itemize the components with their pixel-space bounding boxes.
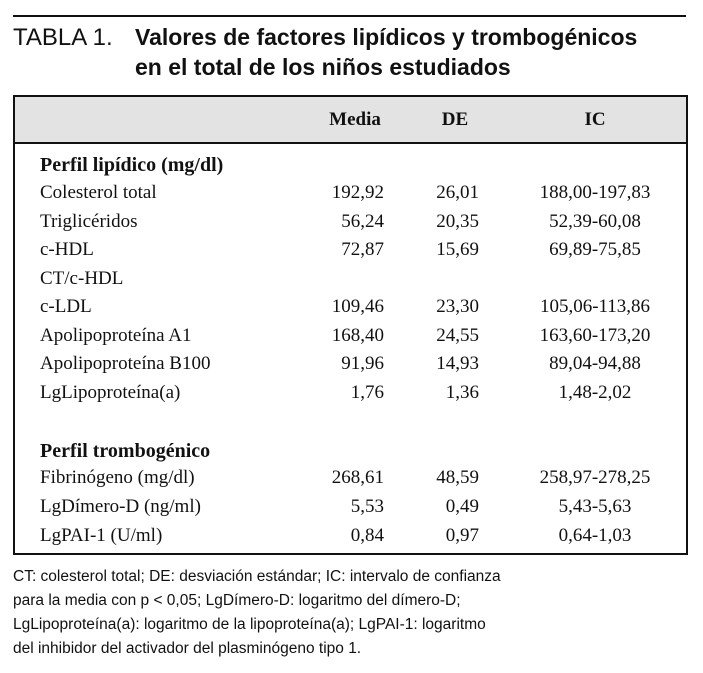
row-de: 14,93 [436, 353, 479, 374]
row-media: 56,24 [341, 210, 384, 232]
row-ic: 89,04-94,88 [549, 353, 641, 374]
row-ic: 105,06-113,86 [539, 296, 651, 317]
section-title-lipid: Perfil lipídico (mg/dl) [40, 154, 224, 176]
table-row [15, 466, 686, 494]
row-media: 72,87 [341, 239, 384, 260]
table-footnote [13, 565, 686, 661]
row-media: 91,96 [341, 353, 384, 374]
row-ic: 52,39-60,08 [549, 210, 641, 232]
row-label: Apolipoproteína B100 [40, 353, 211, 374]
header-de: DE [441, 109, 469, 130]
row-de: 48,59 [436, 467, 479, 488]
header-ic: IC [584, 109, 606, 130]
table-row [15, 295, 686, 323]
row-de: 20,35 [436, 210, 479, 232]
row-de: 23,30 [436, 296, 479, 317]
row-label: Triglicéridos [40, 210, 138, 232]
row-media: 0,84 [350, 525, 384, 546]
table-row [15, 181, 686, 209]
row-ic: 258,97-278,25 [539, 467, 651, 488]
top-rule [13, 15, 686, 17]
row-de: 24,55 [436, 324, 479, 346]
row-label: LgDímero-D (ng/ml) [40, 496, 201, 517]
row-label: LgLipoproteína(a) [40, 381, 181, 403]
table-row [15, 210, 686, 238]
row-de: 0,97 [445, 525, 479, 546]
caption-text-1: Valores de factores lipídicos y trombogénicos [135, 24, 638, 50]
row-media: 109,46 [331, 296, 384, 317]
row-ic: 1,48-2,02 [558, 381, 632, 403]
table-row [15, 238, 686, 266]
row-de: 1,36 [445, 381, 479, 403]
row-de: 26,01 [436, 182, 479, 203]
row-de: 15,69 [436, 239, 479, 260]
row-label: c-LDL [40, 296, 92, 317]
row-label: LgPAI-1 (U/ml) [40, 525, 163, 546]
row-ic: 0,64-1,03 [558, 525, 632, 546]
row-label: c-HDL [40, 239, 94, 260]
table-header-row [15, 97, 686, 144]
row-label: Apolipoproteína A1 [40, 324, 192, 346]
table-row [15, 381, 686, 409]
table-caption [13, 22, 686, 82]
table-row [15, 324, 686, 352]
row-media: 5,53 [350, 496, 384, 517]
row-ic: 69,89-75,85 [549, 239, 641, 260]
header-media: Media [329, 109, 381, 130]
row-ic: 188,00-197,83 [539, 182, 651, 203]
row-label: Colesterol total [40, 182, 157, 203]
caption-text-2: en el total de los niños estudiados [135, 54, 511, 80]
row-media: 192,92 [331, 182, 384, 203]
table-row [15, 524, 686, 552]
section-title-thrombogenic: Perfil trombogénico [40, 440, 211, 462]
caption-line-2 [13, 52, 686, 82]
row-media: 268,61 [331, 467, 384, 488]
row-ic: 5,43-5,63 [558, 496, 632, 517]
data-table [13, 95, 688, 555]
row-de: 0,49 [445, 496, 479, 517]
table-row [15, 352, 686, 380]
footnote-line-4: del inhibidor del activador del plasminógeno tipo 1. [13, 640, 362, 657]
table-row [15, 267, 686, 295]
table-number: TABLA 1. [13, 24, 113, 51]
row-media: 168,40 [331, 324, 384, 346]
row-label: CT/c-HDL [40, 267, 124, 289]
row-ic: 163,60-173,20 [539, 324, 651, 346]
footnote-line-3: LgLipoproteína(a): logaritmo de la lipoproteína(a); LgPAI-1: logaritmo [13, 616, 486, 633]
row-media: 1,76 [350, 381, 384, 403]
footnote-line-2: para la media con p < 0,05; LgDímero-D: logaritmo del dímero-D; [13, 592, 461, 609]
table-row [15, 495, 686, 523]
footnote-line-1: CT: colesterol total; DE: desviación estándar; IC: intervalo de confianza [13, 568, 501, 585]
caption-line-1 [13, 22, 686, 52]
row-label: Fibrinógeno (mg/dl) [40, 467, 195, 488]
